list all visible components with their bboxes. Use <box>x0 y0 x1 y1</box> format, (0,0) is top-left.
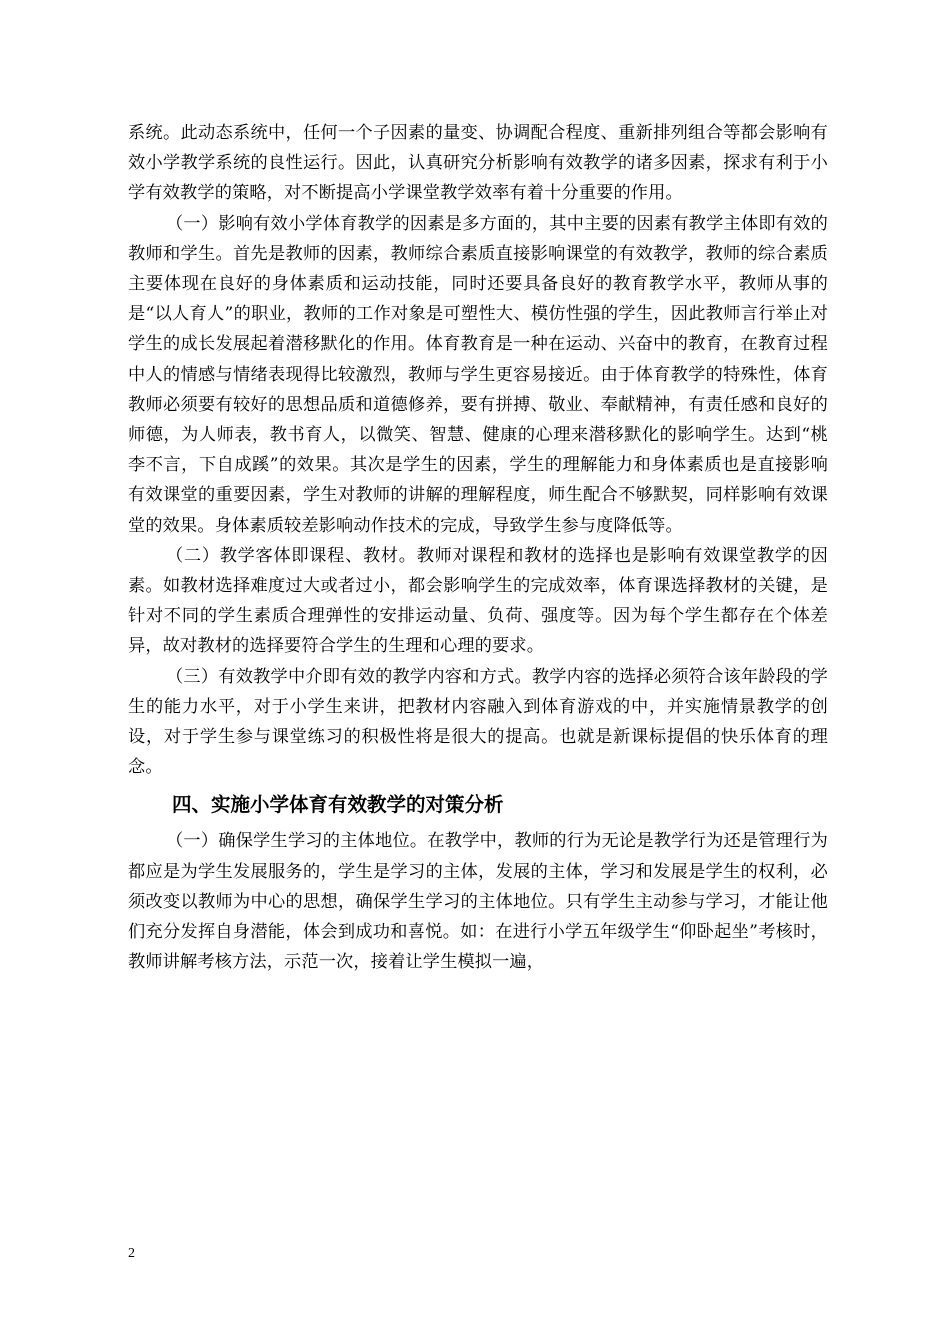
paragraph-strategy-one: （一）确保学生学习的主体地位。在教学中，教师的行为无论是教学行为还是管理行为都应是为学生发展服务的，学生是学习的主体，发展的主体，学习和发展是学生的权利，必须改变以教师为中心的思想，确保学生学习的主体地位。只有学生主动参与学习，才能让他们充分发挥自身潜能，体会到成功和喜悦。如：在进行小学五年级学生“仰卧起坐”考核时，教师讲解考核方法，示范一次，接着让学生模拟一遍， <box>128 831 828 973</box>
paragraph-continuation: 系统。此动态系统中，任何一个子因素的量变、协调配合程度、重新排列组合等都会影响有效小学教学系统的良性运行。因此，认真研究分析影响有效教学的诸多因素，探求有利于小学有效教学的策略，对不断提高小学课堂教学效率有着十分重要的作用。 <box>128 123 828 204</box>
paragraph-factors-medium: （三）有效教学中介即有效的教学内容和方式。教学内容的选择必须符合该年龄段的学生的能力水平，对于小学生来讲，把教材内容融入到体育游戏的中，并实施情景教学的创设，对于学生参与课堂练习的积极性将是很大的提高。也就是新课标提倡的快乐体育的理念。 <box>128 666 828 778</box>
paragraph-factors-object: （二）教学客体即课程、教材。教师对课程和教材的选择也是影响有效课堂教学的因素。如教材选择难度过大或者过小，都会影响学生的完成效率，体育课选择教材的关键，是针对不同的学生素质合理弹性的安排运动量、负荷、强度等。因为每个学生都存在个体差异，故对教材的选择要符合学生的生理和心理的要求。 <box>128 545 828 657</box>
page-number: 2 <box>128 1246 135 1261</box>
section-heading: 四、实施小学体育有效教学的对策分析 <box>172 793 504 817</box>
page-body <box>128 118 828 977</box>
paragraph-factors-subject: （一）影响有效小学体育教学的因素是多方面的，其中主要的因素有教学主体即有效的教师和学生。首先是教师的因素，教师综合素质直接影响课堂的有效教学，教师的综合素质主要体现在良好的身体素质和运动技能，同时还要具备良好的教育教学水平，教师从事的是“以人育人”的职业，教师的工作对象是可塑性大、模仿性强的学生，因此教师言行举止对学生的成长发展起着潜移默化的作用。体育教育是一种在运动、兴奋中的教育，在教育过程中人的情感与情绪表现得比较激烈，教师与学生更容易接近。由于体育教学的特殊性，体育教师必须要有较好的思想品质和道德修养，要有拼搏、敬业、奉献精神，有责任感和良好的师德，为人师表，教书育人，以微笑、智慧、健康的心理来潜移默化的影响学生。达到“桃李不言，下自成蹊”的效果。其次是学生的因素，学生的理解能力和身体素质也是直接影响有效课堂的重要因素，学生对教师的讲解的理解程度，师生配合不够默契，同样影响有效课堂的效果。身体素质较差影响动作技术的完成，导致学生参与度降低等。 <box>128 213 828 536</box>
